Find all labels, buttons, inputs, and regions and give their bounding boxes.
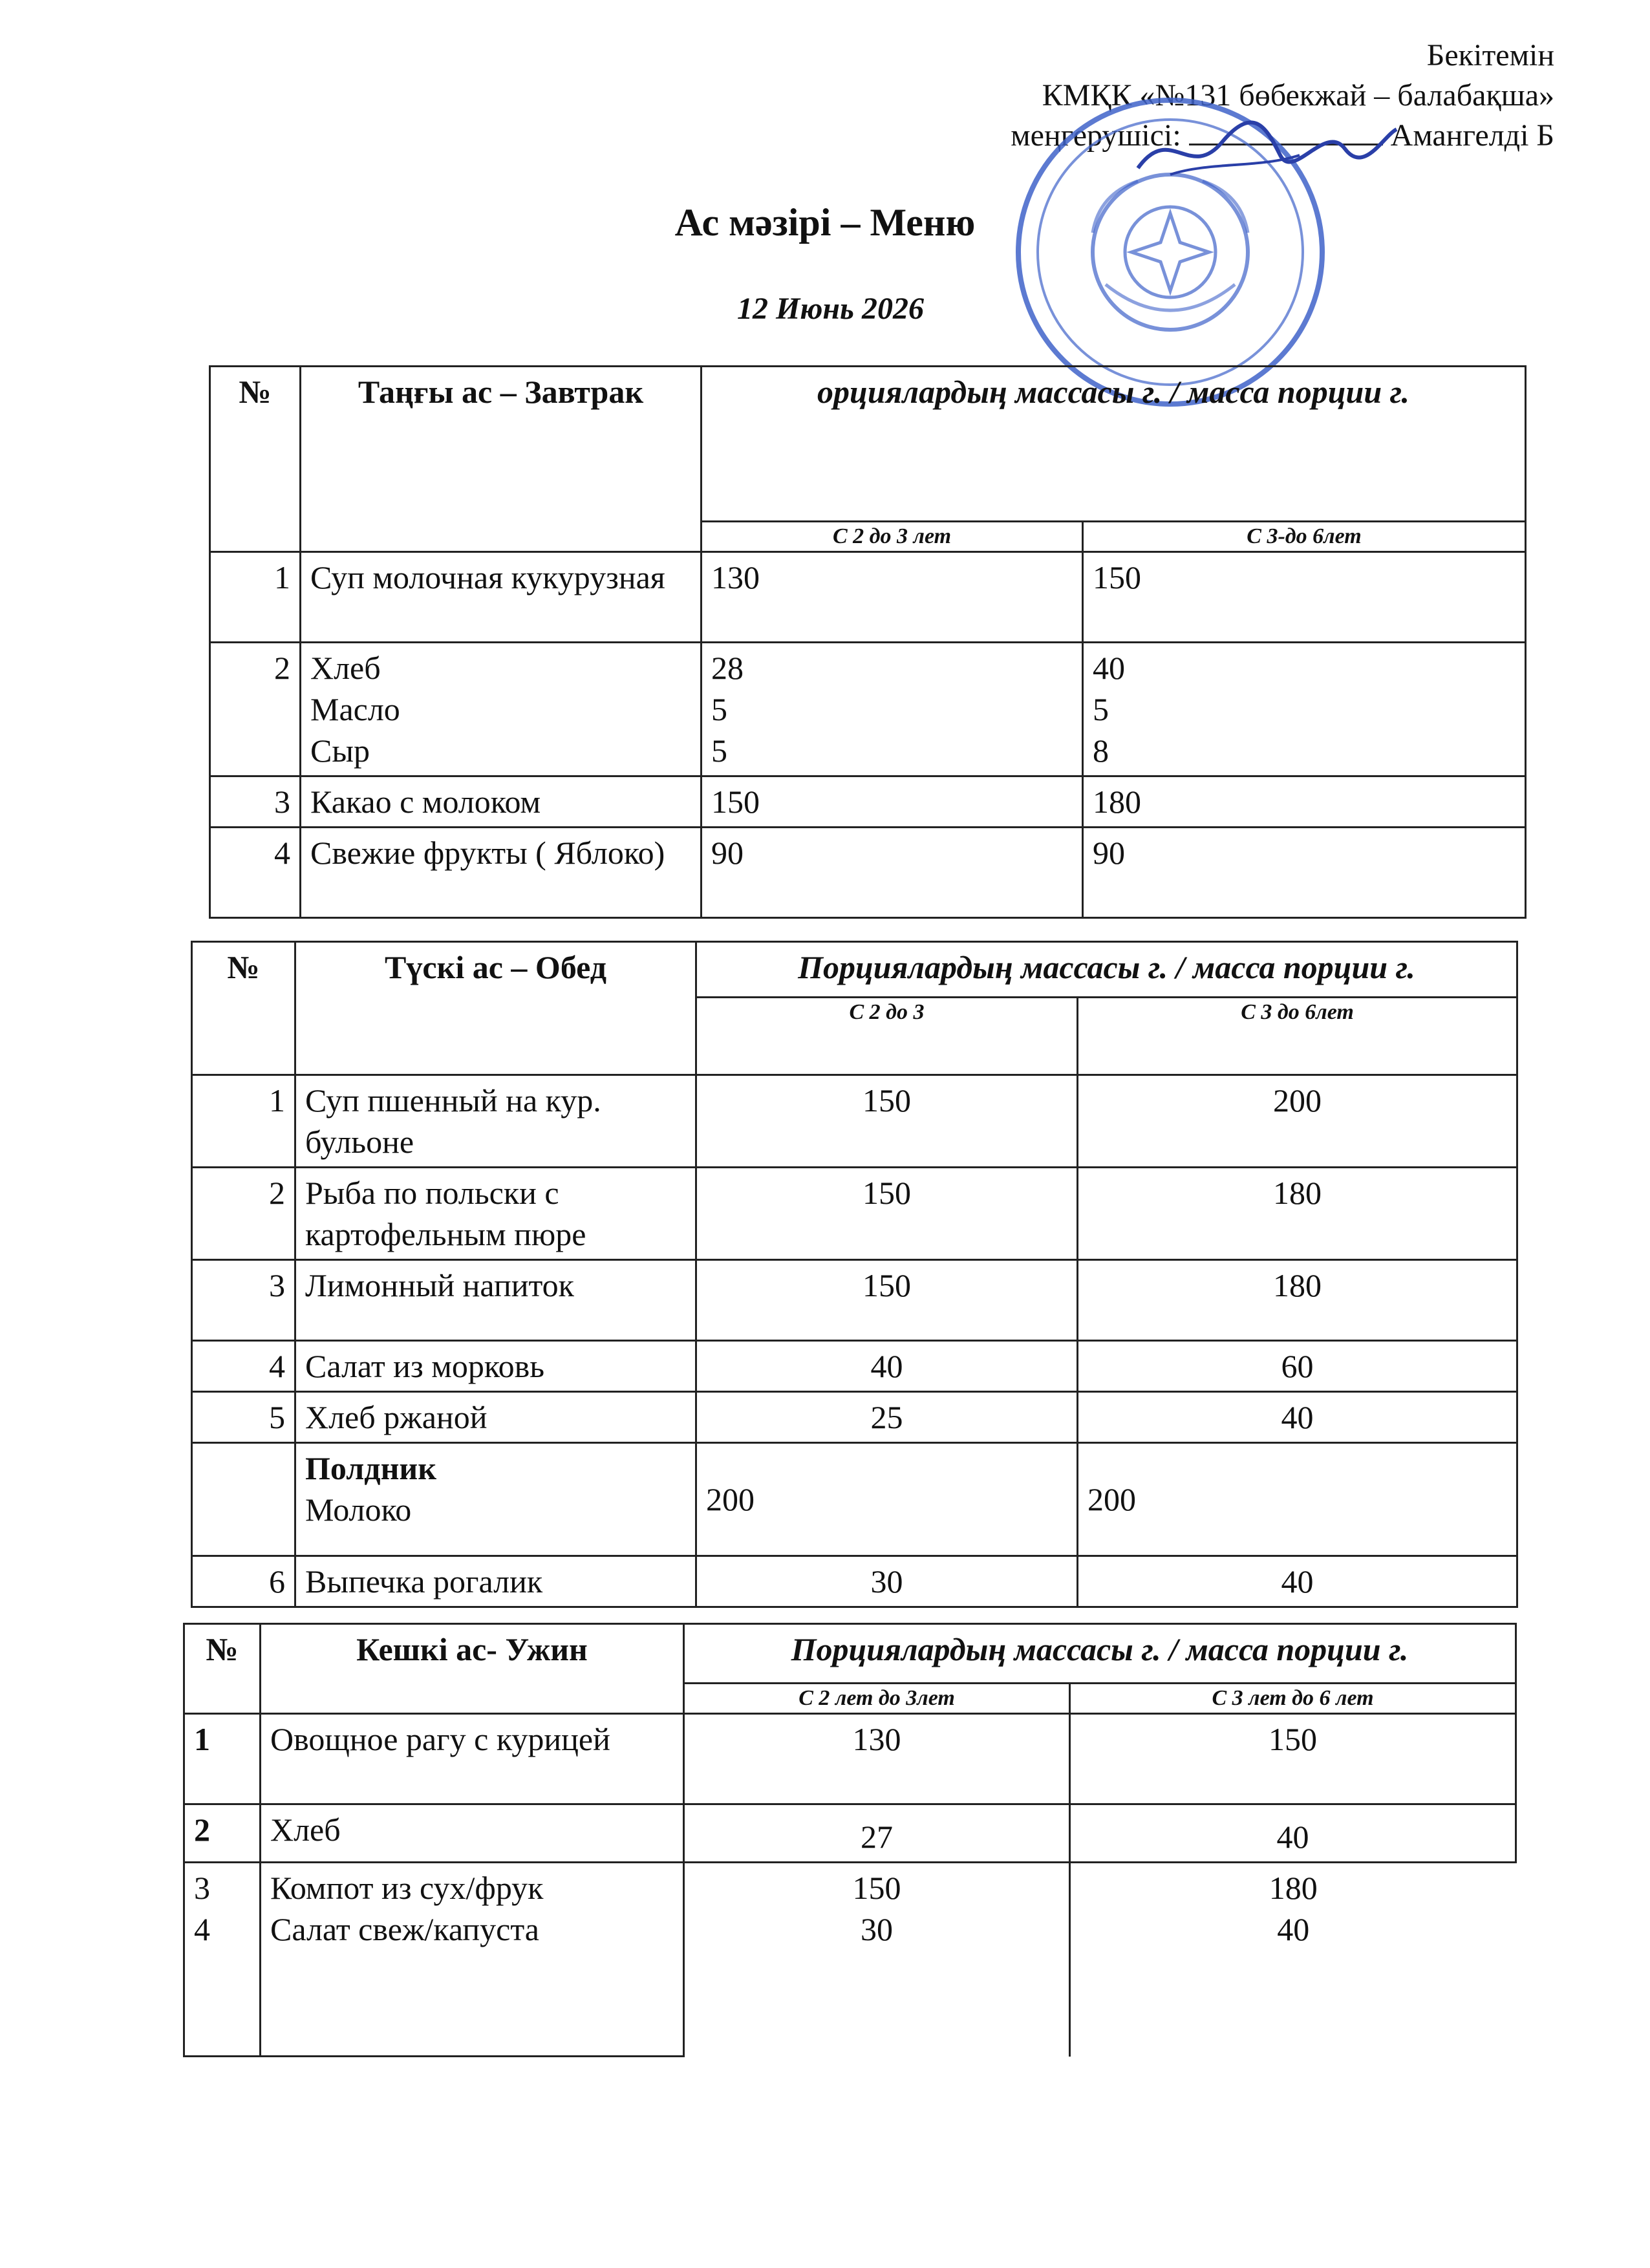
row-number: 2 <box>184 1804 261 1863</box>
portion-age2: 150 <box>1070 1714 1516 1804</box>
snack-cell <box>295 1443 696 1556</box>
dinner-age2-header: С 3 лет до 6 лет <box>1070 1684 1516 1714</box>
dish-name: Свежие фрукты ( Яблоко) <box>301 828 702 918</box>
portion-age2: 200 <box>1078 1075 1517 1168</box>
portion-age1: 200 <box>696 1443 1078 1556</box>
table-row <box>192 1392 1517 1443</box>
dish-name: Салат свеж/капуста <box>270 1911 539 1947</box>
portion-age2: 5 <box>1093 691 1109 727</box>
table-row <box>192 1341 1517 1392</box>
table-row <box>210 776 1526 828</box>
dish-name: Какао с молоком <box>301 776 702 828</box>
dish-name: Хлеб <box>261 1804 684 1863</box>
portion-age2: 180 <box>1083 776 1526 828</box>
row-number: 1 <box>184 1714 261 1804</box>
table-row <box>184 1804 1516 1863</box>
table-row <box>192 1260 1517 1341</box>
portion-age2: 40 <box>1078 1392 1517 1443</box>
portion-age2-list <box>1083 643 1526 776</box>
breakfast-table <box>209 365 1527 919</box>
lunch-table <box>191 941 1518 1608</box>
signature-scribble <box>1131 110 1403 187</box>
dish-name: Выпечка рогалик <box>295 1556 696 1607</box>
row-number: 2 <box>192 1168 295 1260</box>
combo-row <box>184 1863 1516 2057</box>
portion-age1: 150 <box>852 1870 901 1906</box>
table-row <box>192 1556 1517 1607</box>
portion-age2: 40 <box>1078 1556 1517 1607</box>
table-row <box>192 1075 1517 1168</box>
portion-age1: 90 <box>702 828 1083 918</box>
breakfast-num-header: № <box>210 367 301 552</box>
portion-age2: 180 <box>1078 1168 1517 1260</box>
row-number: 1 <box>192 1075 295 1168</box>
portion-age2: 8 <box>1093 733 1109 769</box>
row-number: 3 <box>210 776 301 828</box>
portion-age1: 150 <box>696 1260 1078 1341</box>
approval-line2: КМҚК «№131 бөбекжай – балабақша» <box>1042 78 1554 112</box>
portion-age1: 150 <box>696 1075 1078 1168</box>
lunch-age1-header: С 2 до 3 <box>696 998 1078 1075</box>
portion-age1-list <box>684 1863 1070 2057</box>
dish-name: Салат из морковь <box>295 1341 696 1392</box>
page-title: Ас мәзірі – Меню <box>674 201 976 244</box>
dinner-table <box>183 1623 1517 2057</box>
dinner-age1-header: С 2 лет до 3лет <box>684 1684 1070 1714</box>
dish-name: Компот из сух/фрук <box>270 1870 544 1906</box>
portion-age2: 180 <box>1078 1260 1517 1341</box>
portion-age2: 150 <box>1083 552 1526 643</box>
dish-name: Суп пшенный на кур. бульоне <box>295 1075 696 1168</box>
row-number: 2 <box>210 643 301 776</box>
dinner-portion-header: Порциялардың массасы г. / масса порции г. <box>684 1624 1516 1684</box>
row-number: 5 <box>192 1392 295 1443</box>
portion-age1: 130 <box>702 552 1083 643</box>
breakfast-age1-header: С 2 до 3 лет <box>702 522 1083 552</box>
menu-date: 12 Июнь 2026 <box>737 292 924 326</box>
dinner-meal-header: Кешкі ас- Ужин <box>261 1624 684 1714</box>
breakfast-meal-header: Таңғы ас – Завтрак <box>301 367 702 552</box>
table-row <box>210 828 1526 918</box>
dish-name: Хлеб ржаной <box>295 1392 696 1443</box>
dish-name: Суп молочная кукурузная <box>301 552 702 643</box>
row-number: 4 <box>194 1911 210 1947</box>
portion-age1: 25 <box>696 1392 1078 1443</box>
row-number: 3 <box>194 1870 210 1906</box>
row-number: 3 <box>192 1260 295 1341</box>
dish-list <box>301 643 702 776</box>
portion-age1: 40 <box>696 1341 1078 1392</box>
lunch-meal-header: Түскі ас – Обед <box>295 942 696 1075</box>
portion-age2: 60 <box>1078 1341 1517 1392</box>
portion-age2: 40 <box>1277 1911 1310 1947</box>
portion-age2: 40 <box>1093 650 1125 686</box>
dish-name: Хлеб <box>310 650 381 686</box>
approval-name: Амангелді Б <box>1390 118 1554 153</box>
breakfast-age2-header: С 3-до 6лет <box>1083 522 1526 552</box>
dinner-num-header: № <box>184 1624 261 1714</box>
portion-age1: 28 <box>711 650 744 686</box>
snack-title: Полдник <box>305 1450 437 1486</box>
portion-age1: 5 <box>711 691 727 727</box>
lunch-num-header: № <box>192 942 295 1075</box>
portion-age2: 200 <box>1078 1443 1517 1556</box>
lunch-portion-header: Порциялардың массасы г. / масса порции г. <box>696 942 1517 998</box>
row-number-empty <box>192 1443 295 1556</box>
portion-age2: 90 <box>1083 828 1526 918</box>
approval-position: меңгерушісі: <box>1011 118 1181 153</box>
dish-name: Овощное рагу с курицей <box>261 1714 684 1804</box>
portion-age1: 30 <box>861 1911 893 1947</box>
portion-age1: 130 <box>684 1714 1070 1804</box>
row-numbers <box>184 1863 261 2057</box>
row-number: 6 <box>192 1556 295 1607</box>
portion-age2: 180 <box>1269 1870 1318 1906</box>
dish-name: Сыр <box>310 733 370 769</box>
snack-row <box>192 1443 1517 1556</box>
portion-age1: 150 <box>702 776 1083 828</box>
table-row <box>192 1168 1517 1260</box>
portion-age1: 150 <box>696 1168 1078 1260</box>
portion-age2-list <box>1070 1863 1516 2057</box>
row-number: 1 <box>210 552 301 643</box>
dish-name: Лимонный напиток <box>295 1260 696 1341</box>
breakfast-portion-header: орциялардың массасы г. / масса порции г. <box>702 367 1526 522</box>
table-row <box>210 552 1526 643</box>
row-number: 4 <box>192 1341 295 1392</box>
approval-line1: Бекітемін <box>1426 38 1554 72</box>
dish-list <box>261 1863 684 2057</box>
table-row <box>184 1714 1516 1804</box>
table-row <box>210 643 1526 776</box>
lunch-age2-header: С 3 до 6лет <box>1078 998 1517 1075</box>
portion-age1: 30 <box>696 1556 1078 1607</box>
dish-name: Молоко <box>305 1492 412 1528</box>
portion-age2: 40 <box>1070 1804 1516 1863</box>
portion-age1: 27 <box>684 1804 1070 1863</box>
row-number: 4 <box>210 828 301 918</box>
portion-age1: 5 <box>711 733 727 769</box>
portion-age1-list <box>702 643 1083 776</box>
dish-name: Рыба по польски с картофельным пюре <box>295 1168 696 1260</box>
dish-name: Масло <box>310 691 400 727</box>
